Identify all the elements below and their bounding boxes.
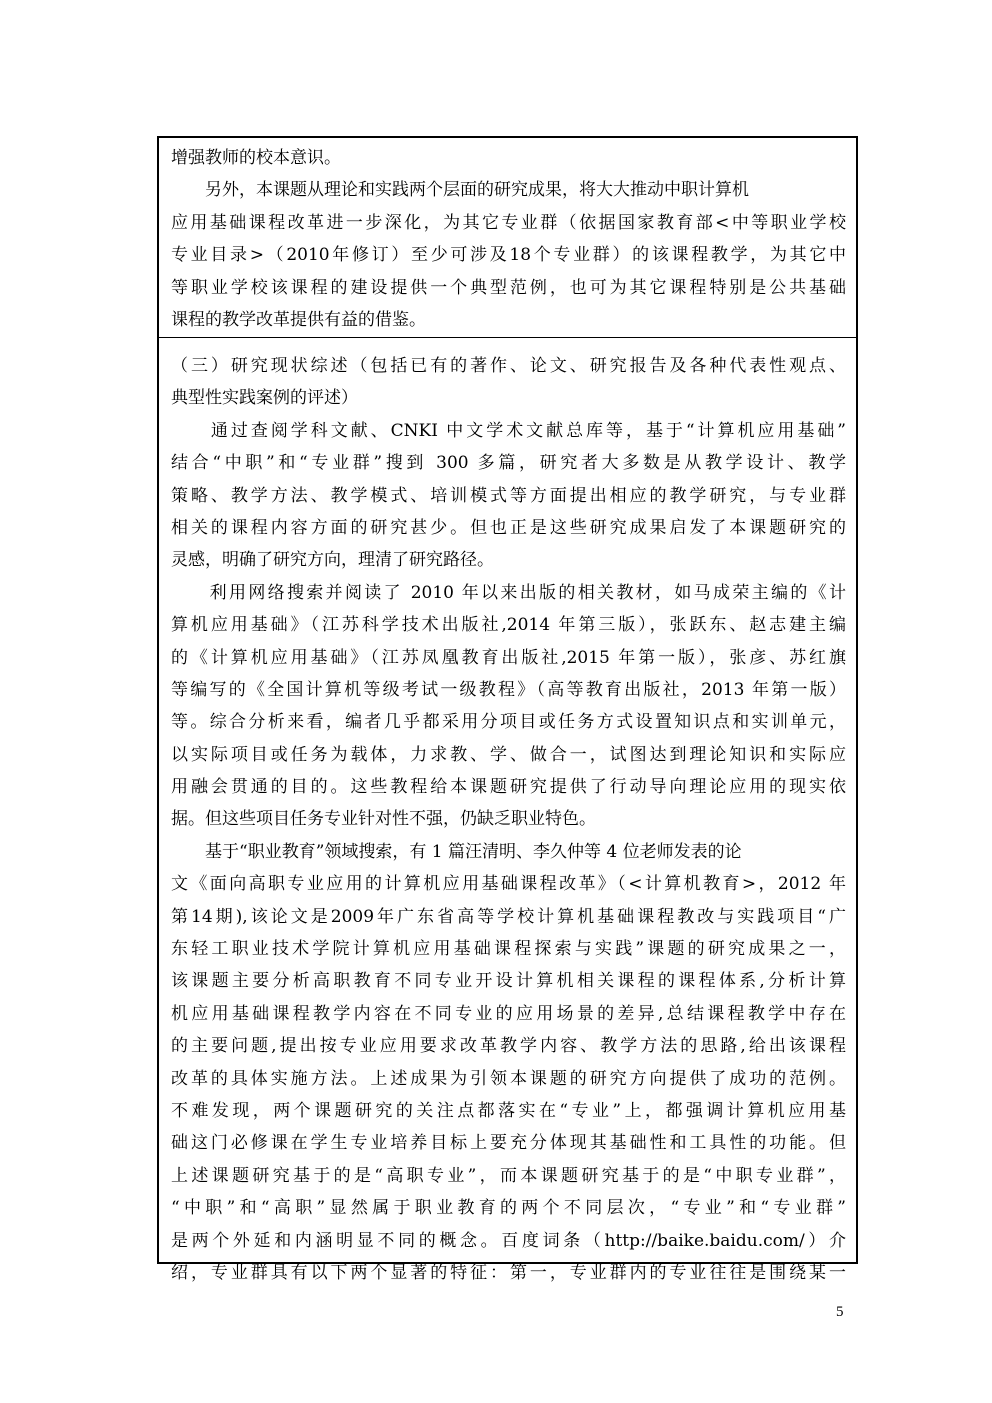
text-line: 改革的具体实施方法。上述成果为引领本课题的研究方向提供了成功的范例。 (171, 1068, 846, 1089)
text-line: 另外，本课题从理论和实践两个层面的研究成果，将大大推动中职计算机 (171, 180, 749, 201)
text-line: 通过查阅学科文献、CNKI 中文学术文献总库等，基于“计算机应用基础” (171, 420, 846, 441)
table-frame (157, 136, 858, 1283)
text-line: 的《计算机应用基础》（江苏凤凰教育出版社,2015 年第一版），张彦、苏红旗 (171, 647, 846, 668)
text-line: 东轻工职业技术学院计算机应用基础课程探索与实践”课题的研究成果之一， (171, 939, 846, 960)
text-line: 据。但这些项目任务专业针对性不强，仍缺乏职业特色。 (171, 809, 596, 830)
text-line: 算机应用基础》（江苏科学技术出版社,2014 年第三版），张跃东、赵志建主编 (171, 615, 846, 636)
text-line: 课程的教学改革提供有益的借鉴。 (171, 309, 426, 330)
page-number: 5 (836, 1304, 844, 1320)
text-line: 应用基础课程改革进一步深化，为其它专业群（依据国家教育部<中等职业学校 (171, 212, 846, 233)
section-three-cell (159, 338, 856, 1283)
text-line: 等编写的《全国计算机等级考试一级教程》（高等教育出版社，2013 年第一版） (171, 679, 846, 700)
text-line: 的主要问题,提出按专业应用要求改革教学内容、教学方法的思路,给出该课程 (171, 1036, 846, 1057)
text-line: 是两个外延和内涵明显不同的概念。百度词条（http://baike.baidu.com/）介 (171, 1230, 846, 1251)
text-line: 利用网络搜索并阅读了 2010 年以来出版的相关教材，如马成荣主编的《计 (171, 582, 846, 603)
text-line: 第14期),该论文是2009年广东省高等学校计算机基础课程教改与实践项目“广 (171, 906, 846, 927)
text-line: 文《面向高职专业应用的计算机应用基础课程改革》（<计算机教育>，2012 年 (171, 874, 846, 895)
text-line: 础这门必修课在学生专业培养目标上要充分体现其基础性和工具性的功能。但 (171, 1133, 846, 1154)
text-line: “中职”和“高职”显然属于职业教育的两个不同层次，“专业”和“专业群” (171, 1198, 846, 1219)
text-line: 以实际项目或任务为载体，力求教、学、做合一，试图达到理论知识和实际应 (171, 744, 846, 765)
text-line: 结合“中职”和“专业群”搜到 300 多篇，研究者大多数是从教学设计、教学 (171, 453, 846, 474)
text-line: 该课题主要分析高职教育不同专业开设计算机相关课程的课程体系,分析计算 (171, 971, 846, 992)
text-line: 策略、教学方法、教学模式、培训模式等方面提出相应的教学研究，与专业群 (171, 485, 846, 506)
text-line: 用融会贯通的目的。这些教程给本课题研究提供了行动导向理论应用的现实依 (171, 777, 846, 798)
text-line: 绍，专业群具有以下两个显著的特征：第一，专业群内的专业往往是围绕某一 (171, 1262, 846, 1283)
text-line: 上述课题研究基于的是“高职专业”，而本课题研究基于的是“中职专业群”， (171, 1165, 846, 1186)
text-line: 等职业学校该课程的建设提供一个典型范例，也可为其它课程特别是公共基础 (171, 277, 846, 298)
text-line: 相关的课程内容方面的研究甚少。但也正是这些研究成果启发了本课题研究的 (171, 517, 846, 538)
text-line: 机应用基础课程教学内容在不同专业的应用场景的差异,总结课程教学中存在 (171, 1003, 846, 1024)
text-line: （三）研究现状综述（包括已有的著作、论文、研究报告及各种代表性观点、 (171, 356, 846, 376)
text-line: 不难发现，两个课题研究的关注点都落实在“专业”上，都强调计算机应用基 (171, 1100, 846, 1121)
text-line: 灵感，明确了研究方向，理清了研究路径。 (171, 550, 494, 571)
text-line: 等。综合分析来看，编者几乎都采用分项目或任务方式设置知识点和实训单元， (171, 712, 846, 733)
text-line: 专业目录>（2010年修订）至少可涉及18个专业群）的该课程教学，为其它中 (171, 245, 846, 266)
text-line: 典型性实践案例的评述） (171, 388, 358, 409)
text-line: 增强教师的校本意识。 (171, 148, 341, 168)
section-top-cell (159, 138, 856, 338)
text-line: 基于“职业教育”领域搜索，有 1 篇汪清明、李久仲等 4 位老师发表的论 (171, 841, 742, 862)
